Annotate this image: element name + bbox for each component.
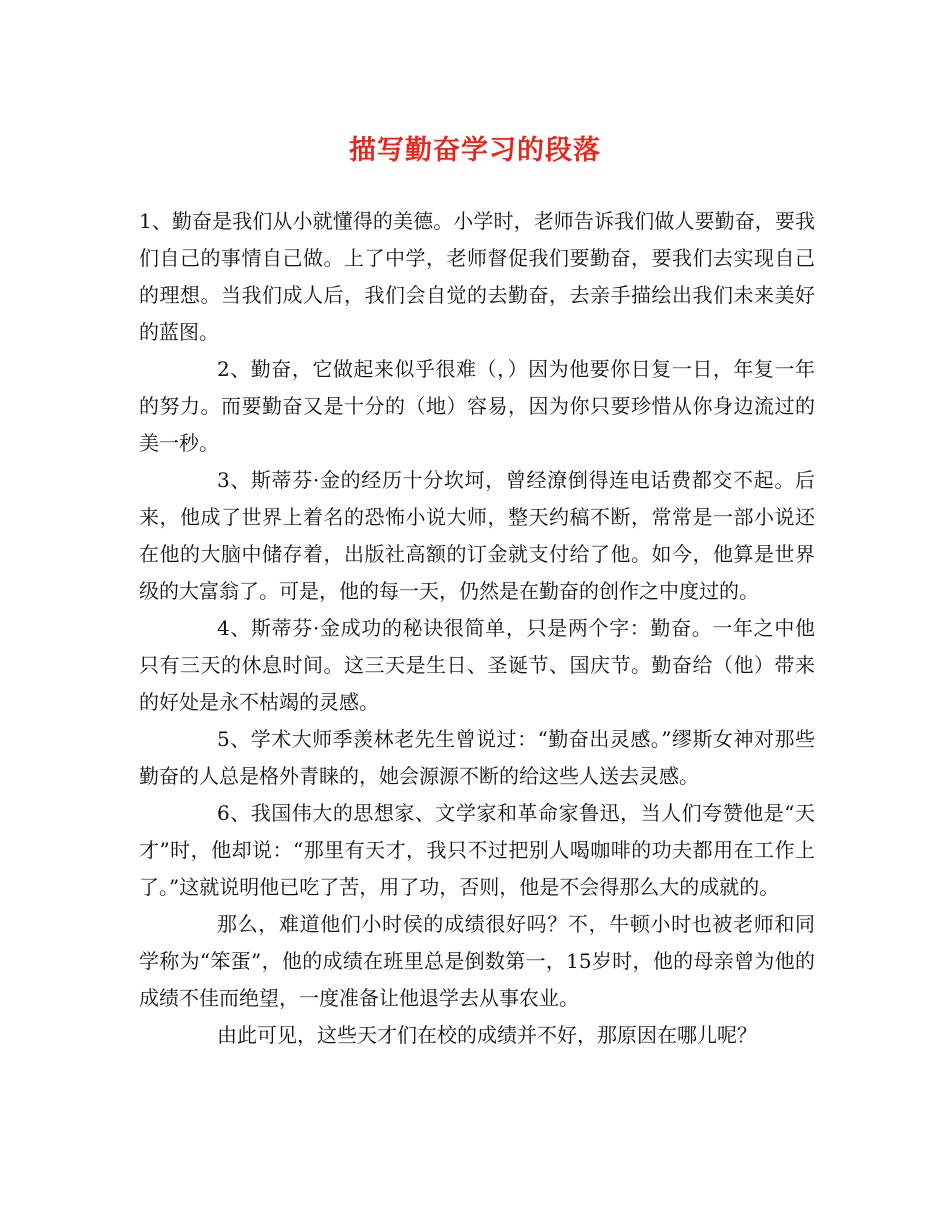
document-body: [139, 203, 815, 1054]
paragraph-1: 1、勤奋是我们从小就懂得的美德。小学时，老师告诉我们做人要勤奋，要我们自己的事情自己做。上了中学，老师督促我们要勤奋，要我们去实现自己的理想。当我们成人后，我们会自觉的去勤奋，去亲手描绘出我们未来美好的蓝图。: [139, 209, 815, 344]
paragraph-3: 3、斯蒂芬·金的经历十分坎坷，曾经潦倒得连电话费都交不起。后来，他成了世界上着名的恐怖小说大师，整天约稿不断，常常是一部小说还在他的大脑中储存着，出版社高额的订金就支付给了他。如今，他算是世界级的大富翁了。可是，他的每一天，仍然是在勤奋的创作之中度过的。: [139, 468, 815, 603]
paragraph-5: 5、学术大师季羡林老先生曾说过：“勤奋出灵感。”缪斯女神对那些勤奋的人总是格外青睐的，她会源源不断的给这些人送去灵感。: [139, 727, 815, 788]
paragraph-4: 4、斯蒂芬·金成功的秘诀很简单，只是两个字：勤奋。一年之中他只有三天的休息时间。这三天是生日、圣诞节、国庆节。勤奋给（他）带来的好处是永不枯竭的灵感。: [139, 616, 815, 714]
paragraph-2: 2、勤奋，它做起来似乎很难（，）因为他要你日复一日，年复一年的努力。而要勤奋又是十分的（地）容易，因为你只要珍惜从你身边流过的美一秒。: [139, 357, 815, 455]
document-title: 描写勤奋学习的段落: [349, 135, 601, 166]
paragraph-7: 那么，难道他们小时侯的成绩很好吗？不，牛顿小时也被老师和同学称为“笨蛋”，他的成绩在班里总是倒数第一，15岁时，他的母亲曾为他的成绩不佳而绝望，一度准备让他退学去从事农业。: [139, 912, 815, 1010]
paragraph-6: 6、我国伟大的思想家、文学家和革命家鲁迅，当人们夸赞他是“天才”时，他却说：“那里有天才，我只不过把别人喝咖啡的功夫都用在工作上了。”这就说明他已吃了苦，用了功，否则，他是不会得那么大的成就的。: [139, 801, 815, 899]
paragraph-8: 由此可见，这些天才们在校的成绩并不好，那原因在哪儿呢？: [217, 1023, 757, 1047]
